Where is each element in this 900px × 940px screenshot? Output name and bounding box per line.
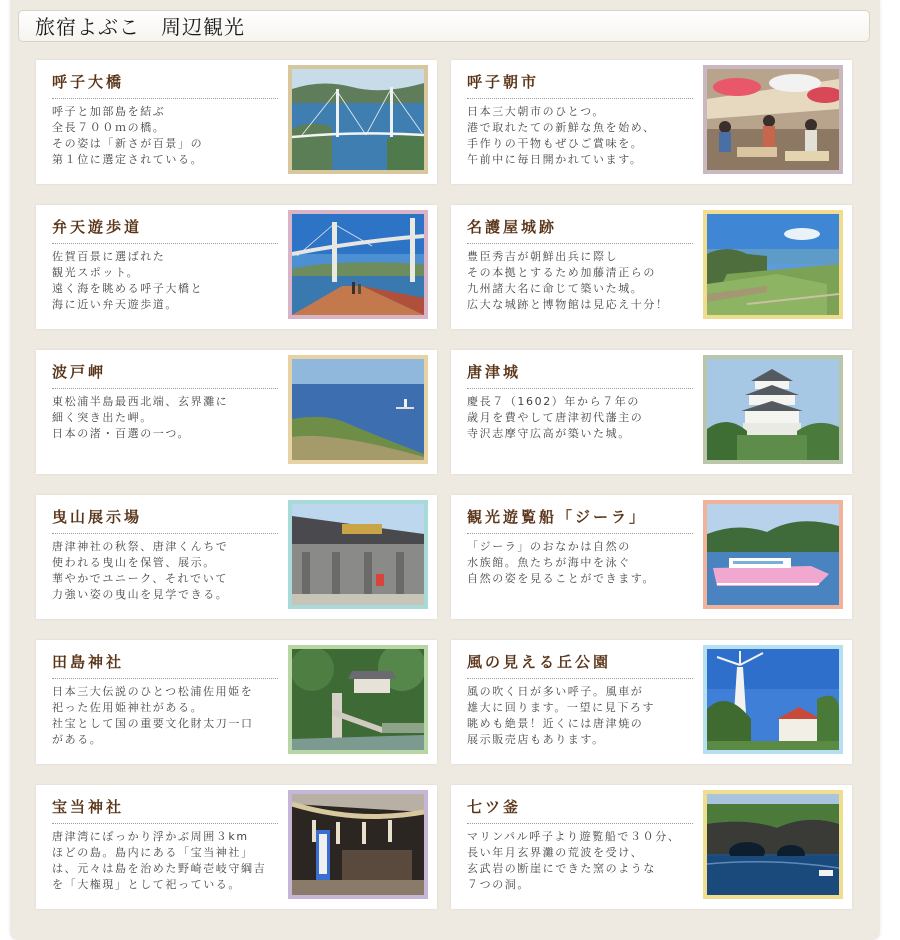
spot-title: 弁天遊歩道	[52, 217, 278, 244]
boat-photo	[707, 504, 839, 605]
spot-description: 呼子と加部島を結ぶ 全長７００ｍの橋。 その姿は「新さが百景」の 第１位に選定されている。	[52, 105, 204, 166]
spot-card[interactable]	[451, 785, 852, 909]
spot-description: 「ジーラ」のおなかは自然の 水族館。魚たちが海中を泳ぐ 自然の姿を見ることができます。	[467, 540, 656, 585]
spot-card[interactable]	[36, 640, 437, 764]
spot-card[interactable]	[451, 60, 852, 184]
spot-description: 豊臣秀吉が朝鮮出兵に際し その本拠とするため加藤清正らの 九州諸大名に命じて築いた城。 広大な城跡と博物館は見応え十分！	[467, 250, 669, 311]
page-title: 旅宿よぶこ 周辺観光	[35, 15, 245, 39]
spot-card[interactable]	[451, 495, 852, 619]
spot-description: 日本三大伝説のひとつ松浦佐用姫を 祀った佐用姫神社がある。 社宝として国の重要文化財太刀一口 がある。	[52, 685, 254, 746]
spot-title: 風の見える丘公園	[467, 652, 693, 679]
spot-card[interactable]	[36, 785, 437, 909]
spot-photo[interactable]	[288, 500, 428, 609]
market-photo	[707, 69, 839, 170]
karatsu-castle-photo	[707, 359, 839, 460]
spot-description: 東松浦半島最西北端、玄界灘に 細く突き出た岬。 日本の渚・百選の一つ。	[52, 395, 229, 440]
spot-card[interactable]	[451, 350, 852, 474]
spot-description: マリンパル呼子より遊覧船で３０分、 長い年月玄界灘の荒波を受け、 玄武岩の断崖にできた窯のような ７つの洞。	[467, 830, 681, 891]
spot-photo[interactable]	[288, 355, 428, 464]
spot-title: 唐津城	[467, 362, 693, 389]
spot-title: 田島神社	[52, 652, 278, 679]
spot-title: 曳山展示場	[52, 507, 278, 534]
spot-photo[interactable]	[288, 645, 428, 754]
spot-description: 唐津神社の秋祭、唐津くんちで 使われる曳山を保管、展示。 華やかでユニーク、それでいて 力強い姿の曳山を見学できる。	[52, 540, 229, 601]
spot-card[interactable]	[36, 205, 437, 329]
spot-description: 佐賀百景に選ばれた 観光スポット。 遠く海を眺める呼子大橋と 海に近い弁天遊歩道。	[52, 250, 204, 311]
spot-title: 名護屋城跡	[467, 217, 693, 244]
spot-photo[interactable]	[288, 65, 428, 174]
windmill-photo	[707, 649, 839, 750]
hall-photo	[292, 504, 424, 605]
spot-description: 日本三大朝市のひとつ。 港で取れたての新鮮な魚を始め、 手作りの干物もぜひご賞味を。 午前中に毎日開かれています。	[467, 105, 656, 166]
spot-title: 呼子朝市	[467, 72, 693, 99]
hoto-shrine-photo	[292, 794, 424, 895]
castle-ruins-photo	[707, 214, 839, 315]
spot-photo[interactable]	[288, 210, 428, 319]
spot-title: 呼子大橋	[52, 72, 278, 99]
spot-card[interactable]	[451, 205, 852, 329]
spot-title: 宝当神社	[52, 797, 278, 824]
cave-photo	[707, 794, 839, 895]
spot-title: 観光遊覧船「ジーラ」	[467, 507, 693, 534]
spot-photo[interactable]	[288, 790, 428, 899]
spot-photo[interactable]	[703, 355, 843, 464]
spot-card[interactable]	[36, 495, 437, 619]
spot-card[interactable]	[451, 640, 852, 764]
cape-photo	[292, 359, 424, 460]
spot-photo[interactable]	[703, 500, 843, 609]
spot-photo[interactable]	[703, 790, 843, 899]
bridge-photo	[292, 69, 424, 170]
spot-grid	[36, 60, 852, 920]
spot-description: 風の吹く日が多い呼子。風車が 雄大に回ります。一望に見下ろす 眺めも絶景！近くには唐津焼の 展示販売店もあります。	[467, 685, 656, 746]
spot-card[interactable]	[36, 60, 437, 184]
spot-card[interactable]	[36, 350, 437, 474]
spot-title: 七ツ釜	[467, 797, 693, 824]
spot-photo[interactable]	[703, 645, 843, 754]
walkway-photo	[292, 214, 424, 315]
spot-photo[interactable]	[703, 65, 843, 174]
spot-title: 波戸岬	[52, 362, 278, 389]
spot-photo[interactable]	[703, 210, 843, 319]
shrine-photo	[292, 649, 424, 750]
spot-description: 慶長７（1602）年から７年の 歳月を費やして唐津初代藩主の 寺沢志摩守広高が築いた城。	[467, 395, 644, 440]
title-bar	[18, 10, 870, 42]
page-frame	[10, 0, 880, 940]
spot-description: 唐津湾にぽっかり浮かぶ周囲３km ほどの島。島内にある「宝当神社」 は、元々は島を治めた野崎壱岐守綱吉 を「大権現」として祀っている。	[52, 830, 267, 891]
